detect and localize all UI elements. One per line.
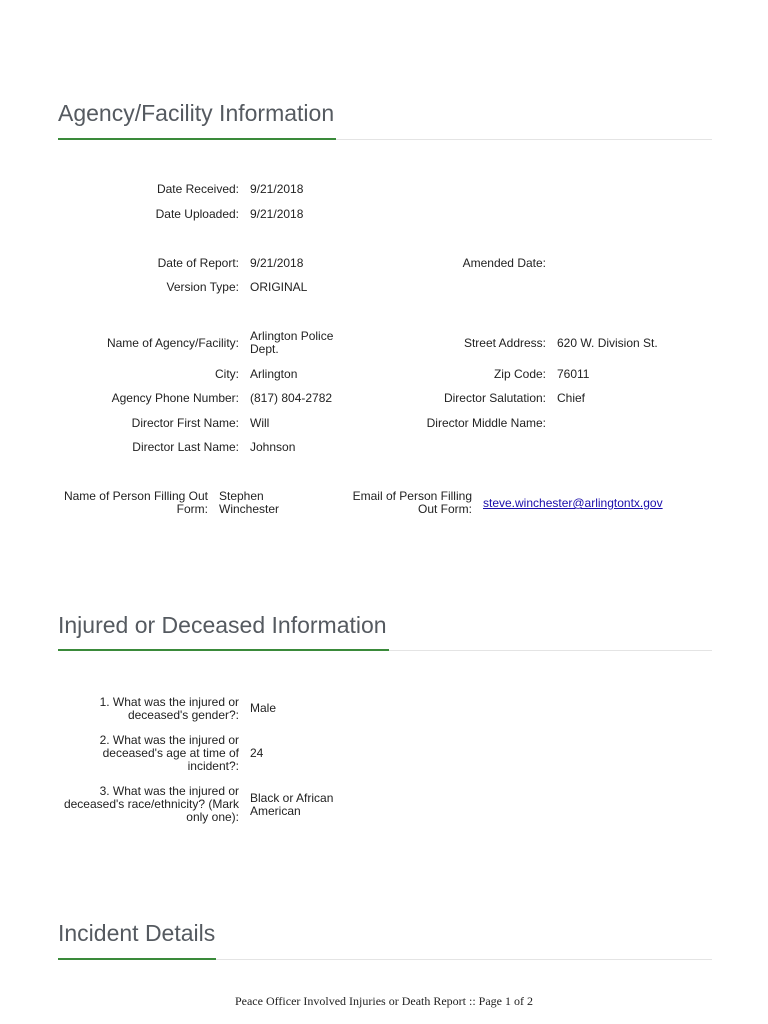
date-received-label: Date Received:	[156, 182, 239, 196]
race-question-label: 3. What was the injured or deceased's race/ethnicity? (Mark only one):	[63, 784, 239, 824]
date-received-value: 9/21/2018	[250, 182, 304, 196]
section-title-agency: Agency/Facility Information	[58, 100, 335, 126]
amended-date-label: Amended Date:	[462, 256, 546, 270]
gender-value: Male	[250, 701, 277, 715]
date-uploaded-label: Date Uploaded:	[155, 207, 239, 221]
date-uploaded-value: 9/21/2018	[250, 207, 304, 221]
director-salutation-value: Chief	[557, 391, 586, 405]
city-label: City:	[215, 367, 239, 381]
page-footer: Peace Officer Involved Injuries or Death Report :: Page 1 of 2	[234, 994, 533, 1008]
filler-email-label: Email of Person Filling Out Form:	[352, 489, 472, 516]
version-type-value: ORIGINAL	[250, 280, 308, 294]
street-address-value: 620 W. Division St.	[557, 336, 658, 350]
race-value: Black or African American	[250, 791, 334, 818]
phone-value: (817) 804-2782	[250, 391, 333, 405]
section-accent	[58, 138, 336, 140]
agency-name-value: Arlington Police Dept.	[250, 329, 334, 356]
director-last-name-value: Johnson	[250, 440, 296, 454]
director-last-name-label: Director Last Name:	[132, 440, 239, 454]
director-salutation-label: Director Salutation:	[443, 391, 546, 405]
zip-code-label: Zip Code:	[493, 367, 546, 381]
director-middle-name-label: Director Middle Name:	[426, 416, 546, 430]
section-title-incident: Incident Details	[58, 920, 216, 946]
director-first-name-value: Will	[250, 416, 270, 430]
filler-name-label: Name of Person Filling Out Form:	[63, 489, 208, 516]
filler-email-link[interactable]: steve.winchester@arlingtontx.gov	[483, 496, 663, 510]
street-address-label: Street Address:	[463, 336, 546, 350]
director-first-name-label: Director First Name:	[131, 416, 239, 430]
gender-question-label: 1. What was the injured or deceased's gender?:	[99, 695, 239, 722]
date-of-report-label: Date of Report:	[157, 256, 239, 270]
zip-code-value: 76011	[557, 367, 590, 381]
phone-label: Agency Phone Number:	[111, 391, 239, 405]
section-accent	[58, 958, 216, 960]
age-question-label: 2. What was the injured or deceased's age at time of incident?:	[99, 733, 239, 773]
filler-name-value: Stephen Winchester	[219, 489, 280, 516]
age-value: 24	[250, 746, 264, 760]
city-value: Arlington	[250, 367, 298, 381]
agency-name-label: Name of Agency/Facility:	[106, 336, 239, 350]
section-title-injured: Injured or Deceased Information	[58, 612, 387, 638]
version-type-label: Version Type:	[166, 280, 239, 294]
section-accent	[58, 649, 389, 651]
date-of-report-value: 9/21/2018	[250, 256, 304, 270]
